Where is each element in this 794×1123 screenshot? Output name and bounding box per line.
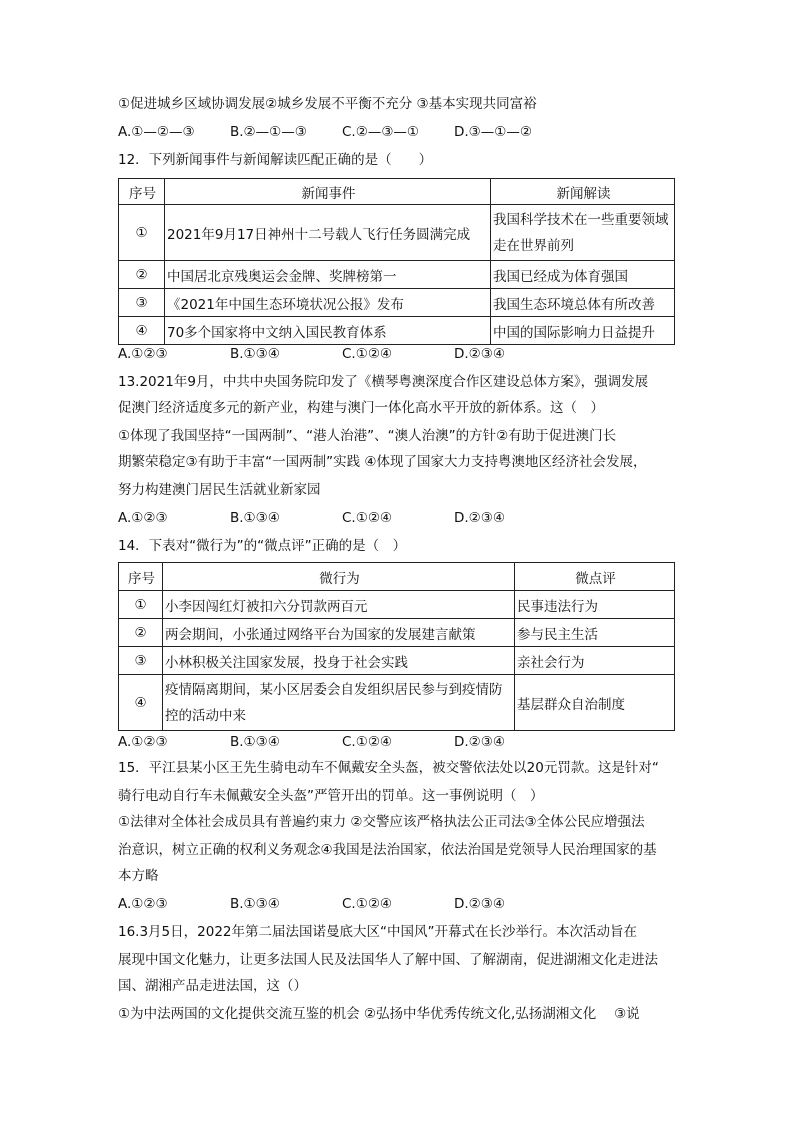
option-d: D.②③④: [454, 510, 505, 526]
row-note: 中国的国际影响力日益提升: [491, 317, 675, 345]
option-c: C.②—③—①: [342, 124, 420, 140]
header-note: 微点评: [515, 563, 675, 591]
q15-line: 本方略: [118, 868, 159, 884]
row-note: 民事违法行为: [515, 591, 675, 619]
option-d: D.②③④: [454, 734, 505, 750]
row-note: 参与民主生活: [515, 619, 675, 647]
header-act: 微行为: [163, 563, 515, 591]
table-header-row: [119, 179, 675, 205]
table-row: [119, 261, 675, 289]
q15-line: 治意识，树立正确的权利义务观念④我国是法治国家，依法治国是党领导人民治理国家的基: [118, 842, 657, 858]
option-b: B.①③④: [230, 510, 280, 526]
option-c: C.①②④: [342, 734, 393, 750]
header-note: 新闻解读: [491, 179, 675, 205]
row-note: 亲社会行为: [515, 647, 675, 675]
option-a: A.①—②—③: [118, 124, 195, 140]
option-a: A.①②③: [118, 346, 168, 362]
row-event: 70多个国家将中文纳入国民教育体系: [165, 317, 491, 345]
q16-line: 国、湖湘产品走进法国，这（）: [118, 978, 307, 994]
q15-line: ①法律对全体社会成员具有普遍约束力 ②交警应该严格执法公正司法③全体公民应增强法: [118, 814, 645, 830]
row-no: ②: [119, 619, 163, 647]
option-c: C.①②④: [342, 510, 393, 526]
row-no: ④: [119, 675, 163, 731]
q13-line: 期繁荣稳定③有助于丰富“一国两制”实践 ④体现了国家大力支持粤澳地区经济社会发展，: [118, 454, 647, 470]
table-row: [119, 619, 675, 647]
row-act: 小林积极关注国家发展，投身于社会实践: [163, 647, 515, 675]
row-act: 两会期间，小张通过网络平台为国家的发展建言献策: [163, 619, 515, 647]
table-row: [119, 591, 675, 619]
row-no: ③: [119, 289, 165, 317]
q12-table: [118, 178, 675, 345]
row-note: 我国生态环境总体有所改善: [491, 289, 675, 317]
row-event: 2021年9月17日神州十二号载人飞行任务圆满完成: [165, 205, 491, 261]
row-note: 我国已经成为体育强国: [491, 261, 675, 289]
option-b: B.①③④: [230, 734, 280, 750]
option-c: C.①②④: [342, 896, 393, 912]
table-row: [119, 675, 675, 731]
option-d: D.③—①—②: [454, 124, 532, 140]
q16-line: 展现中国文化魅力，让更多法国人民及法国华人了解中国、了解湖南，促进湖湘文化走进法: [118, 952, 658, 968]
row-event: 《2021年中国生态环境状况公报》发布: [165, 289, 491, 317]
option-d: D.②③④: [454, 346, 505, 362]
table-row: [119, 289, 675, 317]
option-d: D.②③④: [454, 896, 505, 912]
option-a: A.①②③: [118, 896, 168, 912]
header-no: 序号: [119, 179, 165, 205]
q15-line: 骑行电动自行车未佩戴安全头盔”严管开出的罚单。这一事例说明（ ）: [118, 788, 544, 804]
q15-options: [118, 894, 678, 914]
q16-line: ①为中法两国的文化提供交流互鉴的机会 ②弘扬中华优秀传统文化,弘扬湖湘文化 ③说: [118, 1006, 640, 1022]
table-row: [119, 205, 675, 261]
q13-options: [118, 508, 678, 528]
q14-stem: 14．下表对“微行为”的“微点评”正确的是（ ）: [118, 538, 407, 554]
table-row: [119, 317, 675, 345]
row-note: 基层群众自治制度: [515, 675, 675, 731]
row-no: ①: [119, 591, 163, 619]
q12-options: [118, 344, 678, 364]
q12-stem: 12．下列新闻事件与新闻解读匹配正确的是（ ）: [118, 152, 433, 168]
q13-line: 13.2021年9月，中共中央国务院印发了《横琴粤澳深度合作区建设总体方案》，强调发展: [118, 374, 649, 390]
option-b: B.①③④: [230, 896, 280, 912]
option-c: C.①②④: [342, 346, 393, 362]
row-act: 小李因闯红灯被扣六分罚款两百元: [163, 591, 515, 619]
header-event: 新闻事件: [165, 179, 491, 205]
q14-options: [118, 732, 678, 752]
row-act: 疫情隔离期间，某小区居委会自发组织居民参与到疫情防控的活动中来: [163, 675, 515, 731]
q13-line: 努力构建澳门居民生活就业新家园: [118, 482, 321, 498]
option-a: A.①②③: [118, 734, 168, 750]
row-event: 中国居北京残奥运会金牌、奖牌榜第一: [165, 261, 491, 289]
row-note: 我国科学技术在一些重要领域走在世界前列: [491, 205, 675, 261]
row-no: ①: [119, 205, 165, 261]
q11-statements: ①促进城乡区域协调发展②城乡发展不平衡不充分 ③基本实现共同富裕: [118, 96, 537, 112]
row-no: ③: [119, 647, 163, 675]
header-no: 序号: [119, 563, 163, 591]
q16-line: 16.3月5日，2022年第二届法国诺曼底大区“中国风”开幕式在长沙举行。本次活动旨在: [118, 924, 637, 940]
table-header-row: [119, 563, 675, 591]
q13-line: ①体现了我国坚持“一国两制”、“港人治港”、“澳人治澳”的方针②有助于促进澳门长: [118, 428, 617, 444]
q13-line: 促澳门经济适度多元的新产业，构建与澳门一体化高水平开放的新体系。这（ ）: [118, 400, 604, 416]
option-a: A.①②③: [118, 510, 168, 526]
option-b: B.①③④: [230, 346, 280, 362]
q15-line: 15．平江县某小区王先生骑电动车不佩戴安全头盔，被交警依法处以20元罚款。这是针对“: [118, 760, 659, 776]
row-no: ④: [119, 317, 165, 345]
q11-options: [118, 122, 678, 142]
q14-table: [118, 562, 675, 731]
row-no: ②: [119, 261, 165, 289]
table-row: [119, 647, 675, 675]
option-b: B.②—①—③: [230, 124, 307, 140]
